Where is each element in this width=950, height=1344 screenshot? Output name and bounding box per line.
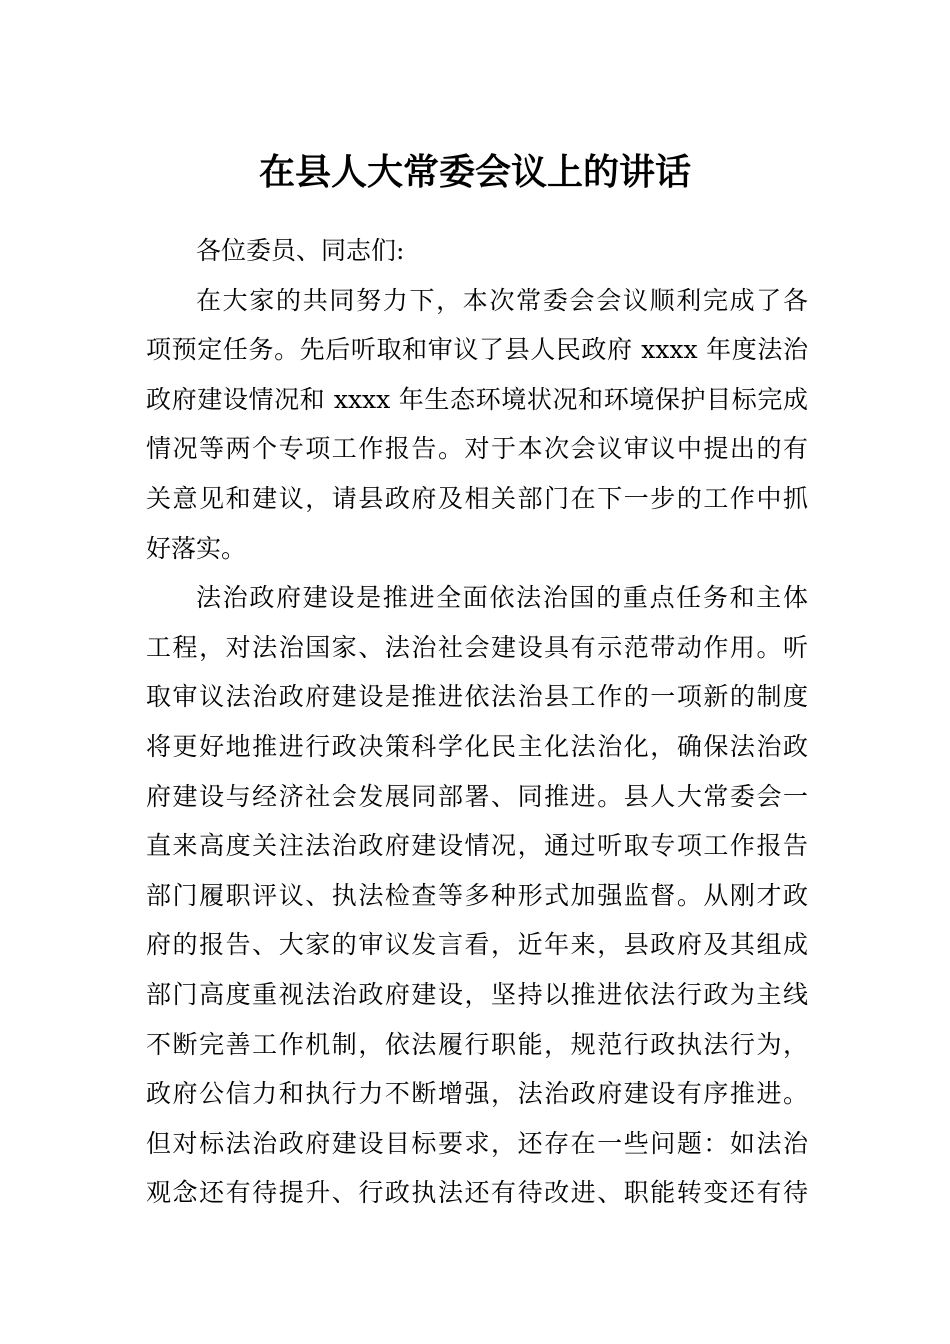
- document-title: 在县人大常委会议上的讲话: [258, 151, 691, 193]
- text-line: 在大家的共同努力下，本次常委会会议顺利完成了各: [196, 285, 808, 315]
- text-line: 将更好地推进行政决策科学化民主化法治化，确保法治政: [146, 731, 808, 761]
- text-line: 情况等两个专项工作报告。对于本次会议审议中提出的有: [146, 434, 808, 464]
- text-line: 直来高度关注法治政府建设情况，通过听取专项工作报告: [146, 831, 808, 861]
- text-line: 府的报告、大家的审议发言看，近年来，县政府及其组成: [146, 930, 808, 960]
- text-line: 项预定任务。先后听取和审议了县人民政府 xxxx 年度法治: [146, 335, 808, 365]
- text-line: 政府建设情况和 xxxx 年生态环境状况和环境保护目标完成: [146, 384, 808, 414]
- text-line: 法治政府建设是推进全面依法治国的重点任务和主体: [196, 583, 808, 613]
- text-line: 关意见和建议，请县政府及相关部门在下一步的工作中抓: [146, 483, 808, 513]
- text-line: 工程，对法治国家、法治社会建设具有示范带动作用。听: [146, 632, 808, 662]
- text-line: 政府公信力和执行力不断增强，法治政府建设有序推进。: [146, 1079, 808, 1109]
- text-line: 部门履职评议、执法检查等多种形式加强监督。从刚才政: [146, 880, 808, 910]
- text-line: 但对标法治政府建设目标要求，还存在一些问题：如法治: [146, 1128, 808, 1158]
- text-line: 府建设与经济社会发展同部署、同推进。县人大常委会一: [146, 781, 808, 811]
- text-line: 好落实。: [146, 533, 247, 563]
- text-line: 不断完善工作机制，依法履行职能，规范行政执法行为，: [146, 1029, 808, 1059]
- text-line: 观念还有待提升、行政执法还有待改进、职能转变还有待: [146, 1178, 808, 1208]
- text-line: 各位委员、同志们:: [196, 236, 405, 265]
- text-line: 部门高度重视法治政府建设，坚持以推进依法行政为主线: [146, 979, 808, 1009]
- document-body: [146, 226, 808, 1218]
- text-line: 取审议法治政府建设是推进依法治县工作的一项新的制度: [146, 682, 808, 712]
